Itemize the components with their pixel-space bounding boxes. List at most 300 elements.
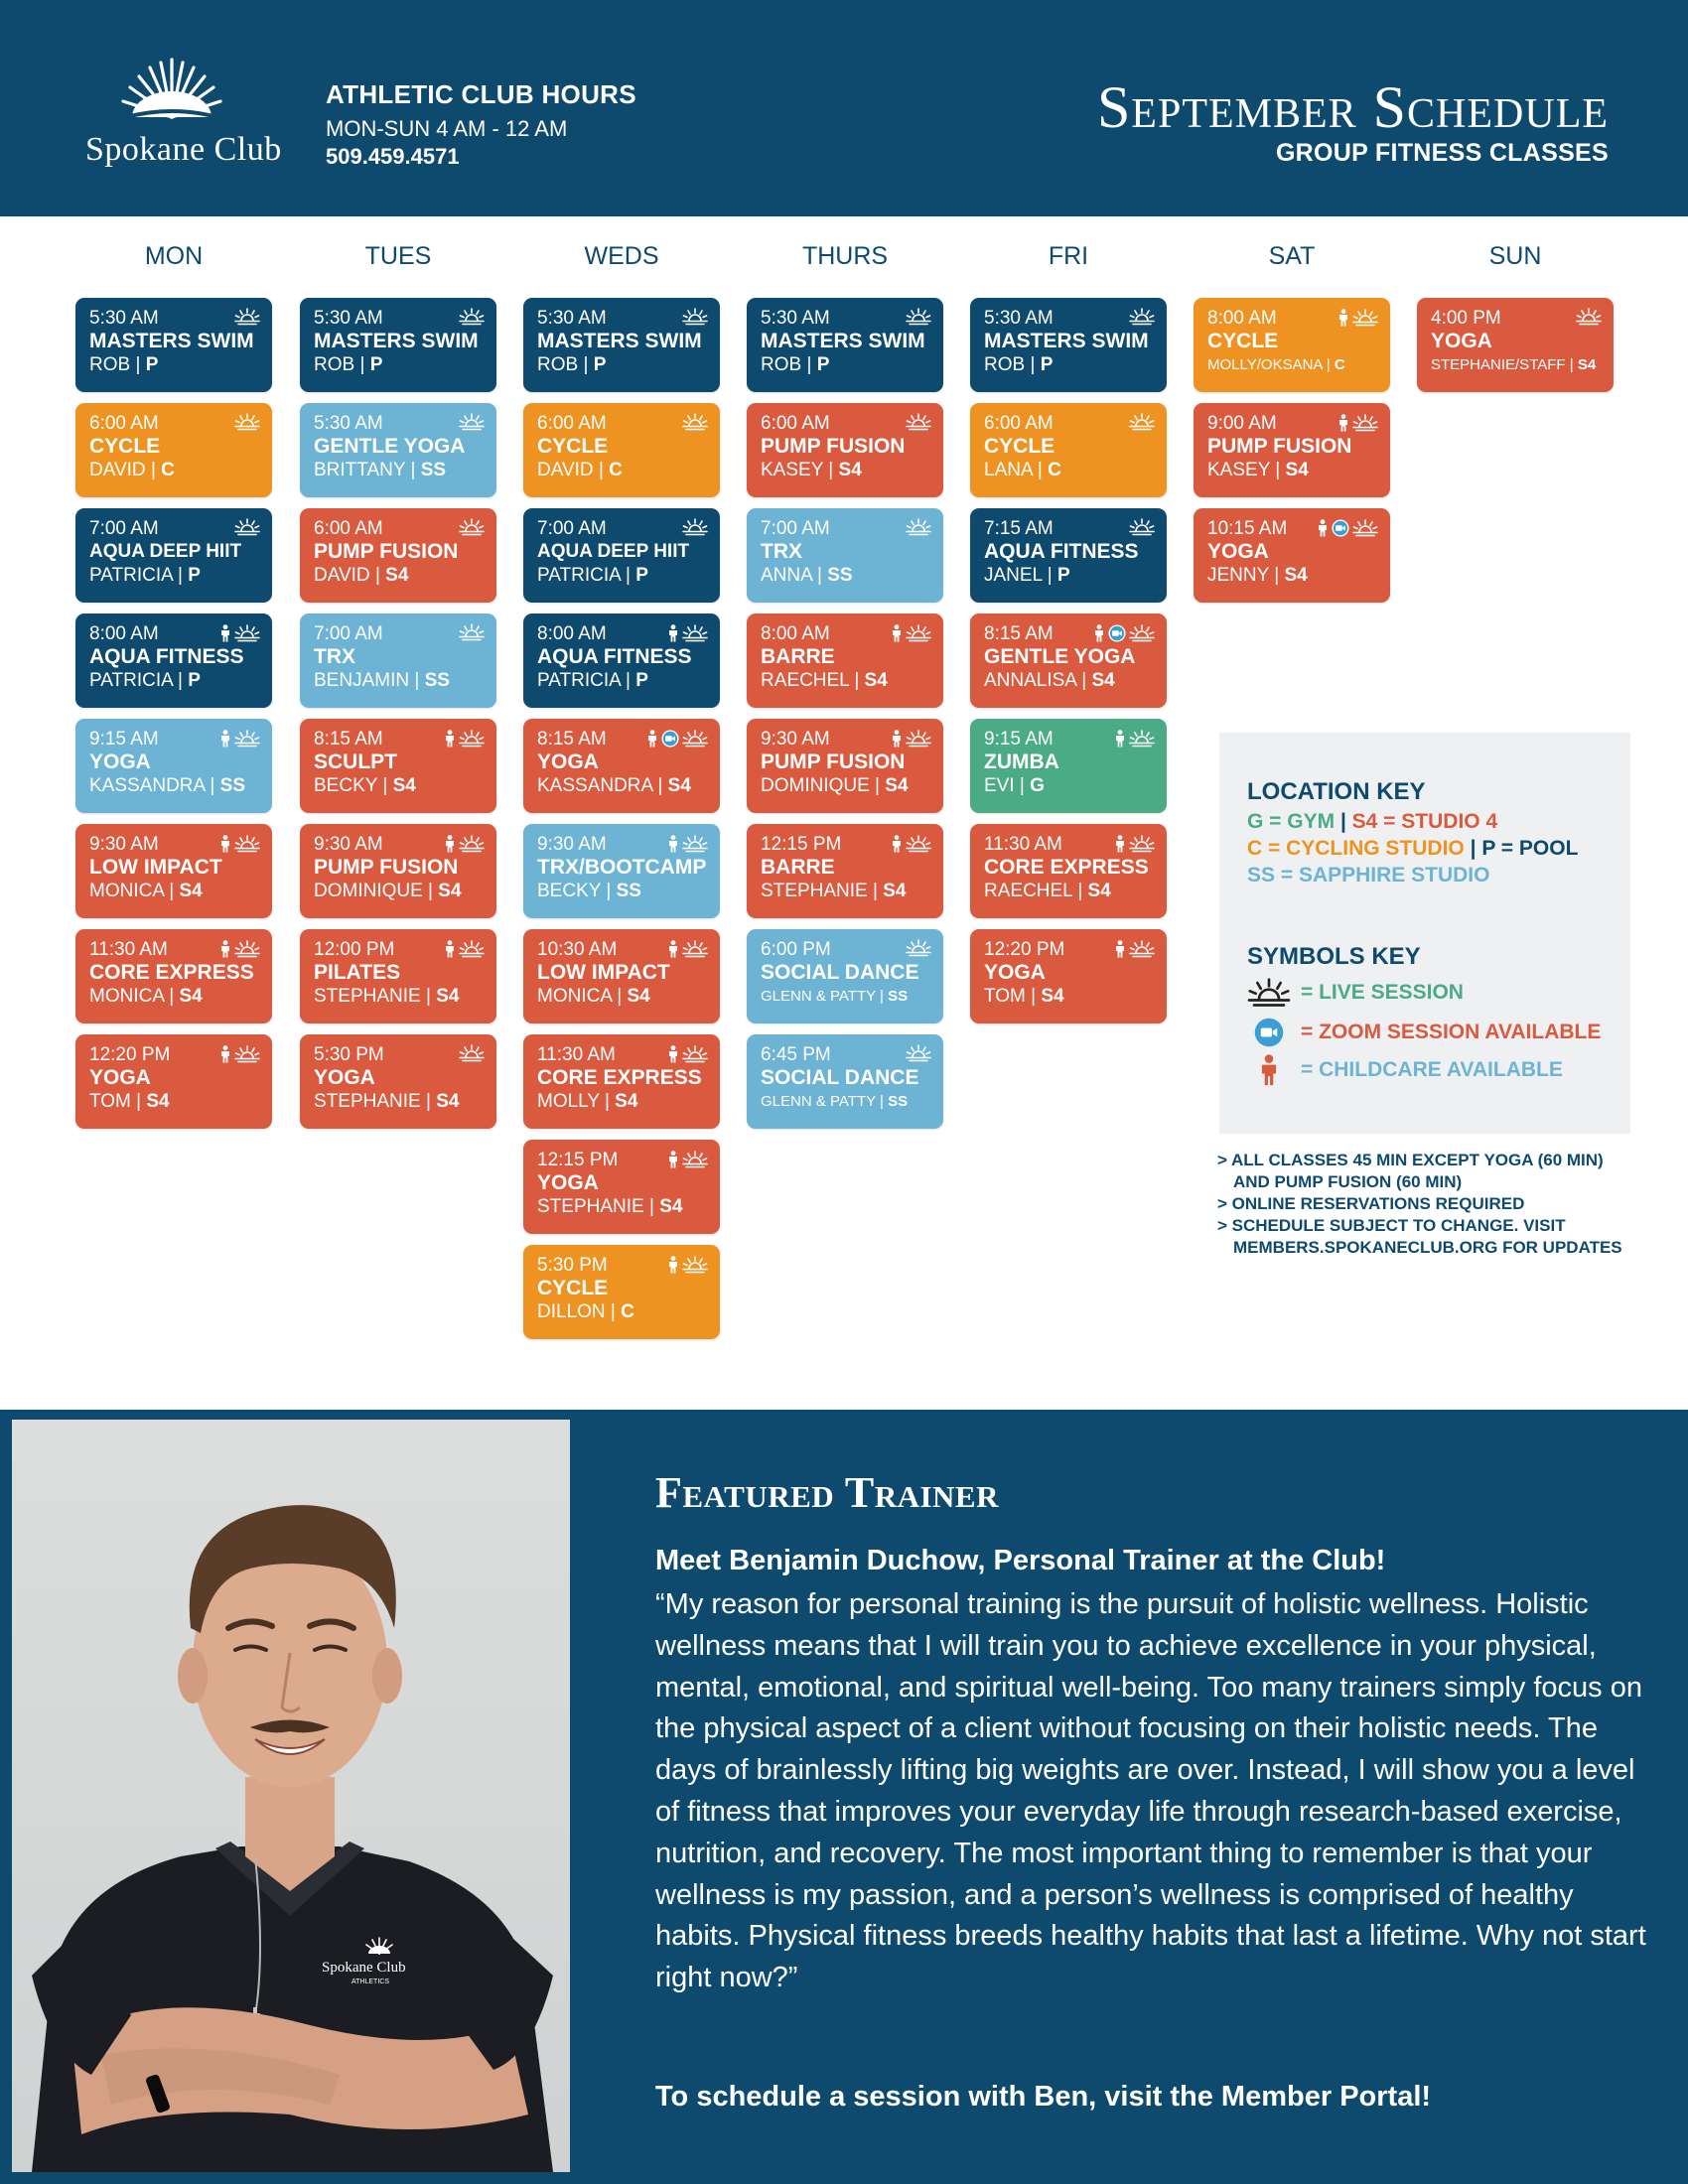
meta-separator: | <box>369 565 386 586</box>
meta-separator: | <box>875 1093 889 1110</box>
class-icons <box>1129 308 1155 326</box>
class-card <box>75 929 272 1024</box>
childcare-icon <box>667 1150 679 1169</box>
symbol-zoom-row <box>1247 1017 1601 1048</box>
class-card <box>75 298 272 392</box>
meta-separator: | <box>1032 460 1049 480</box>
class-card <box>75 824 272 918</box>
class-name: YOGA <box>984 961 1046 984</box>
class-name: LOW IMPACT <box>537 961 670 984</box>
location-key-line-1 <box>1247 810 1497 834</box>
class-meta <box>537 459 708 482</box>
class-card <box>747 719 943 813</box>
class-name: YOGA <box>314 1066 375 1089</box>
childcare-icon <box>219 623 231 643</box>
symbols-key-title: SYMBOLS KEY <box>1247 943 1421 970</box>
class-instructor: RAECHEL <box>984 881 1073 901</box>
live-session-icon <box>234 1045 260 1063</box>
childcare-icon <box>891 834 903 854</box>
class-icons <box>891 729 931 749</box>
class-icons <box>891 834 931 854</box>
trainer-photo <box>12 1420 570 2172</box>
class-name: BARRE <box>761 645 835 668</box>
childcare-icon <box>646 729 658 749</box>
class-time: 8:00 AM <box>1207 308 1277 329</box>
class-meta <box>314 774 485 798</box>
class-location: S4 <box>392 775 416 796</box>
class-location: SS <box>888 1093 909 1110</box>
class-time: 4:00 PM <box>1431 308 1501 329</box>
class-time: 6:00 AM <box>537 413 607 434</box>
meta-separator: | <box>605 1301 622 1322</box>
class-instructor: STEPHANIE <box>537 1196 644 1217</box>
class-time: 5:30 AM <box>984 308 1054 329</box>
class-name: CORE EXPRESS <box>89 961 254 984</box>
trainer-portrait-image <box>12 1420 570 2172</box>
class-location: S4 <box>615 1091 638 1112</box>
class-location: S4 <box>667 775 691 796</box>
childcare-icon <box>1114 939 1126 959</box>
class-location: C <box>609 460 623 480</box>
symbol-childcare-row <box>1247 1054 1563 1086</box>
class-icons <box>682 518 708 536</box>
class-name: PUMP FUSION <box>761 751 906 773</box>
live-session-icon <box>1129 835 1155 853</box>
childcare-icon <box>1317 518 1329 538</box>
class-name: CYCLE <box>537 435 609 458</box>
class-time: 5:30 AM <box>537 308 607 329</box>
live-session-icon <box>459 1044 485 1062</box>
meta-separator: | <box>420 986 437 1007</box>
class-icons <box>1114 939 1155 959</box>
class-location: C <box>621 1301 634 1322</box>
class-icons <box>219 1044 260 1064</box>
class-time: 7:00 AM <box>537 518 607 539</box>
class-location: P <box>635 565 648 586</box>
class-meta <box>1431 353 1602 377</box>
class-name: CYCLE <box>89 435 161 458</box>
class-icons <box>459 623 485 641</box>
class-location: S4 <box>1087 881 1111 901</box>
class-location: S4 <box>146 1091 170 1112</box>
class-card <box>75 614 272 708</box>
class-name: PUMP FUSION <box>314 540 459 563</box>
class-card <box>1194 403 1390 497</box>
class-instructor: MONICA <box>537 986 612 1007</box>
class-instructor: KASEY <box>1207 460 1271 480</box>
day-header-mon: MON <box>144 242 204 270</box>
class-instructor: DOMINIQUE <box>314 881 423 901</box>
meta-separator: | <box>801 354 817 375</box>
class-meta <box>984 774 1155 798</box>
meta-separator: | <box>611 986 628 1007</box>
meta-separator: | <box>377 775 393 796</box>
class-icons <box>667 623 708 643</box>
meta-separator: | <box>620 565 636 586</box>
class-instructor: TOM <box>89 1091 131 1112</box>
class-time: 6:45 PM <box>761 1044 831 1065</box>
class-instructor: DAVID <box>314 565 370 586</box>
symbol-live-label: = LIVE SESSION <box>1301 981 1464 1004</box>
class-location: G <box>1030 775 1045 796</box>
class-location: S4 <box>627 986 650 1007</box>
childcare-icon <box>1337 413 1349 433</box>
meta-separator: | <box>652 775 668 796</box>
meta-separator: | <box>1270 460 1286 480</box>
zoom-session-icon <box>1332 519 1349 537</box>
class-icons <box>1576 308 1602 326</box>
class-time: 9:30 AM <box>761 729 830 750</box>
class-time: 9:15 AM <box>89 729 159 750</box>
class-location: P <box>635 670 648 691</box>
location-separator: | <box>1464 837 1482 860</box>
class-icons <box>234 308 260 326</box>
meta-separator: | <box>1075 670 1092 691</box>
meta-separator: | <box>875 988 889 1005</box>
class-meta <box>314 1090 485 1114</box>
page-title: September Schedule <box>1096 74 1609 140</box>
live-session-icon <box>234 518 260 536</box>
class-icons <box>906 939 931 957</box>
live-session-icon <box>1129 940 1155 958</box>
childcare-icon <box>667 834 679 854</box>
class-meta <box>984 985 1155 1009</box>
location-pool: P = POOL <box>1481 837 1579 860</box>
class-card <box>1194 298 1390 392</box>
childcare-icon <box>1247 1054 1291 1086</box>
class-location: C <box>1048 460 1061 480</box>
day-header-sun: SUN <box>1488 242 1542 270</box>
class-instructor: KASSANDRA <box>89 775 206 796</box>
meta-separator: | <box>620 670 636 691</box>
class-time: 12:15 PM <box>761 834 842 855</box>
live-session-icon <box>906 1044 931 1062</box>
class-location: S4 <box>1091 670 1115 691</box>
class-icons <box>1114 834 1155 854</box>
class-time: 6:00 AM <box>89 413 159 434</box>
live-session-icon <box>459 623 485 641</box>
class-card <box>75 508 272 603</box>
class-instructor: KASEY <box>761 460 824 480</box>
meta-separator: | <box>405 460 421 480</box>
note-line: AND PUMP FUSION (60 MIN) <box>1233 1172 1463 1191</box>
childcare-icon <box>1114 729 1126 749</box>
meta-separator: | <box>130 1091 147 1112</box>
class-name: ZUMBA <box>984 751 1059 773</box>
class-meta <box>761 669 931 693</box>
class-meta <box>89 669 260 693</box>
class-time: 5:30 PM <box>537 1255 608 1276</box>
class-location: P <box>188 670 201 691</box>
shirt-logo-subtext: ATHLETICS <box>352 1979 389 1985</box>
live-session-icon <box>906 518 931 536</box>
class-instructor: ROB <box>314 354 355 375</box>
class-card <box>970 929 1167 1024</box>
live-session-icon <box>906 939 931 957</box>
featured-intro: Meet Benjamin Duchow, Personal Trainer at the Club! <box>655 1545 1386 1576</box>
meta-separator: | <box>593 460 610 480</box>
class-card <box>523 824 720 918</box>
class-meta <box>314 669 485 693</box>
class-time: 6:00 PM <box>761 939 831 960</box>
class-location: SS <box>219 775 246 796</box>
class-name: CYCLE <box>537 1277 609 1299</box>
meta-separator: | <box>422 881 439 901</box>
class-meta <box>984 353 1155 377</box>
class-time: 5:30 PM <box>314 1044 384 1065</box>
class-location: S4 <box>883 881 907 901</box>
live-session-icon <box>1129 730 1155 748</box>
class-time: 9:15 AM <box>984 729 1054 750</box>
live-session-icon <box>234 730 260 748</box>
class-icons <box>219 939 260 959</box>
meta-separator: | <box>163 881 180 901</box>
class-card <box>75 403 272 497</box>
meta-separator: | <box>163 986 180 1007</box>
class-time: 5:30 AM <box>314 308 383 329</box>
childcare-icon <box>1093 623 1105 643</box>
class-card <box>300 1034 496 1129</box>
class-instructor: GLENN & PATTY <box>761 1093 876 1110</box>
childcare-icon <box>667 1044 679 1064</box>
class-instructor: BECKY <box>314 775 378 796</box>
meta-separator: | <box>130 354 146 375</box>
class-instructor: STEPHANIE/STAFF <box>1431 356 1566 373</box>
class-name: AQUA DEEP HIIT <box>537 541 690 562</box>
class-icons <box>682 308 708 326</box>
class-name: PUMP FUSION <box>314 856 459 879</box>
meta-separator: | <box>1268 565 1285 586</box>
day-header-tues: TUES <box>364 242 432 270</box>
location-key-title: LOCATION KEY <box>1247 778 1426 805</box>
symbol-live-row <box>1247 977 1464 1009</box>
class-location: S4 <box>438 881 462 901</box>
class-instructor: TOM <box>984 986 1026 1007</box>
class-name: MASTERS SWIM <box>984 330 1149 352</box>
live-session-icon <box>459 518 485 536</box>
live-session-icon <box>459 730 485 748</box>
class-name: SCULPT <box>314 751 397 773</box>
class-time: 9:30 AM <box>537 834 607 855</box>
class-card <box>523 929 720 1024</box>
class-card <box>523 298 720 392</box>
class-meta <box>761 985 931 1009</box>
childcare-icon <box>444 729 456 749</box>
location-gym: G = GYM <box>1247 810 1336 833</box>
class-icons <box>667 1150 708 1169</box>
meta-separator: | <box>1025 354 1041 375</box>
meta-separator: | <box>599 1091 616 1112</box>
class-name: TRX <box>314 645 355 668</box>
class-location: P <box>1056 565 1070 586</box>
symbol-zoom-label: = ZOOM SESSION AVAILABLE <box>1301 1021 1602 1043</box>
class-meta <box>314 985 485 1009</box>
class-icons <box>1337 308 1378 328</box>
class-meta <box>761 564 931 588</box>
location-separator: | <box>1335 810 1352 833</box>
class-meta <box>984 459 1155 482</box>
class-instructor: MONICA <box>89 986 164 1007</box>
class-time: 9:00 AM <box>1207 413 1277 434</box>
live-session-icon <box>1129 308 1155 326</box>
class-meta <box>537 1195 708 1219</box>
meta-separator: | <box>1072 881 1088 901</box>
class-location: S4 <box>1041 986 1064 1007</box>
class-card <box>75 719 272 813</box>
class-card <box>747 1034 943 1129</box>
class-time: 12:20 PM <box>984 939 1065 960</box>
class-location: P <box>145 354 159 375</box>
class-card <box>747 403 943 497</box>
day-column-weds <box>523 298 720 1350</box>
meta-separator: | <box>601 881 617 901</box>
class-time: 8:15 AM <box>314 729 383 750</box>
class-card <box>747 298 943 392</box>
class-icons <box>219 834 260 854</box>
class-meta <box>89 774 260 798</box>
class-instructor: DOMINIQUE <box>761 775 870 796</box>
class-card <box>523 1245 720 1339</box>
class-card <box>75 1034 272 1129</box>
class-name: MASTERS SWIM <box>314 330 479 352</box>
class-location: S4 <box>659 1196 683 1217</box>
class-location: S4 <box>179 986 203 1007</box>
class-name: AQUA FITNESS <box>984 540 1139 563</box>
meta-separator: | <box>145 460 162 480</box>
class-icons <box>667 834 708 854</box>
class-name: CYCLE <box>984 435 1055 458</box>
meta-separator: | <box>823 460 839 480</box>
class-card <box>300 298 496 392</box>
class-time: 11:30 AM <box>89 939 168 960</box>
class-meta <box>761 459 931 482</box>
class-icons <box>459 518 485 536</box>
meta-separator: | <box>643 1196 660 1217</box>
class-name: YOGA <box>537 751 599 773</box>
live-session-icon <box>234 624 260 642</box>
class-name: PUMP FUSION <box>1207 435 1352 458</box>
live-session-icon <box>1352 414 1378 432</box>
class-card <box>523 403 720 497</box>
live-session-icon <box>1129 413 1155 431</box>
class-location: C <box>1334 356 1345 373</box>
live-session-icon <box>234 835 260 853</box>
class-name: YOGA <box>537 1171 599 1194</box>
class-meta <box>89 985 260 1009</box>
class-icons <box>891 623 931 643</box>
class-time: 6:00 AM <box>984 413 1054 434</box>
class-name: PILATES <box>314 961 401 984</box>
childcare-icon <box>219 834 231 854</box>
live-session-icon <box>234 308 260 326</box>
class-location: P <box>593 354 607 375</box>
class-name: GENTLE YOGA <box>314 435 466 458</box>
class-meta <box>314 459 485 482</box>
class-meta <box>89 564 260 588</box>
class-time: 10:15 AM <box>1207 518 1288 539</box>
class-icons <box>234 413 260 431</box>
childcare-icon <box>1337 308 1349 328</box>
class-instructor: ROB <box>984 354 1026 375</box>
class-location: P <box>1040 354 1054 375</box>
childcare-icon <box>1114 834 1126 854</box>
class-time: 7:15 AM <box>984 518 1054 539</box>
class-name: YOGA <box>1207 540 1269 563</box>
class-time: 8:15 AM <box>984 623 1054 644</box>
class-card <box>523 614 720 708</box>
meta-separator: | <box>1014 775 1031 796</box>
class-icons <box>459 308 485 326</box>
class-instructor: ANNALISA <box>984 670 1076 691</box>
class-location: S4 <box>1285 460 1309 480</box>
day-header-fri: FRI <box>1048 242 1089 270</box>
class-instructor: ROB <box>537 354 579 375</box>
class-name: SOCIAL DANCE <box>761 961 919 984</box>
class-meta <box>761 1090 931 1114</box>
class-instructor: PATRICIA <box>537 670 621 691</box>
class-name: BARRE <box>761 856 835 879</box>
childcare-icon <box>219 729 231 749</box>
class-card <box>970 403 1167 497</box>
class-icons <box>459 413 485 431</box>
class-instructor: PATRICIA <box>89 670 173 691</box>
live-session-icon <box>234 940 260 958</box>
live-session-icon <box>682 1151 708 1168</box>
class-card <box>300 508 496 603</box>
class-location: SS <box>424 670 450 691</box>
class-card <box>970 508 1167 603</box>
class-location: S4 <box>1577 356 1597 373</box>
class-meta <box>537 564 708 588</box>
day-column-thurs <box>747 298 943 1140</box>
class-instructor: STEPHANIE <box>314 986 421 1007</box>
live-session-icon <box>1129 518 1155 536</box>
class-icons <box>459 1044 485 1062</box>
class-name: TRX <box>761 540 802 563</box>
class-time: 5:30 AM <box>761 308 830 329</box>
class-icons <box>234 518 260 536</box>
live-session-icon <box>906 730 931 748</box>
note-line: > SCHEDULE SUBJECT TO CHANGE. VISIT <box>1217 1216 1566 1235</box>
childcare-icon <box>219 939 231 959</box>
class-time: 9:30 AM <box>89 834 159 855</box>
club-hours <box>326 79 636 170</box>
class-time: 12:00 PM <box>314 939 395 960</box>
shirt-logo-text: Spokane Club <box>322 1960 406 1976</box>
meta-separator: | <box>867 881 884 901</box>
class-time: 8:00 AM <box>537 623 607 644</box>
class-meta <box>314 353 485 377</box>
class-icons <box>906 413 931 431</box>
class-instructor: ROB <box>761 354 802 375</box>
childcare-icon <box>891 729 903 749</box>
header-banner <box>0 0 1688 216</box>
phone-number: 509.459.4571 <box>326 144 460 169</box>
class-instructor: KASSANDRA <box>537 775 653 796</box>
class-icons <box>219 623 260 643</box>
class-name: LOW IMPACT <box>89 856 222 879</box>
class-name: MASTERS SWIM <box>89 330 254 352</box>
class-meta <box>537 774 708 798</box>
meta-separator: | <box>1025 986 1042 1007</box>
location-key-line-2 <box>1247 837 1578 861</box>
live-session-icon <box>459 940 485 958</box>
class-card <box>970 824 1167 918</box>
class-card <box>1194 508 1390 603</box>
class-meta <box>984 564 1155 588</box>
class-instructor: BENJAMIN <box>314 670 410 691</box>
location-studio-4: S4 = STUDIO 4 <box>1351 810 1498 833</box>
